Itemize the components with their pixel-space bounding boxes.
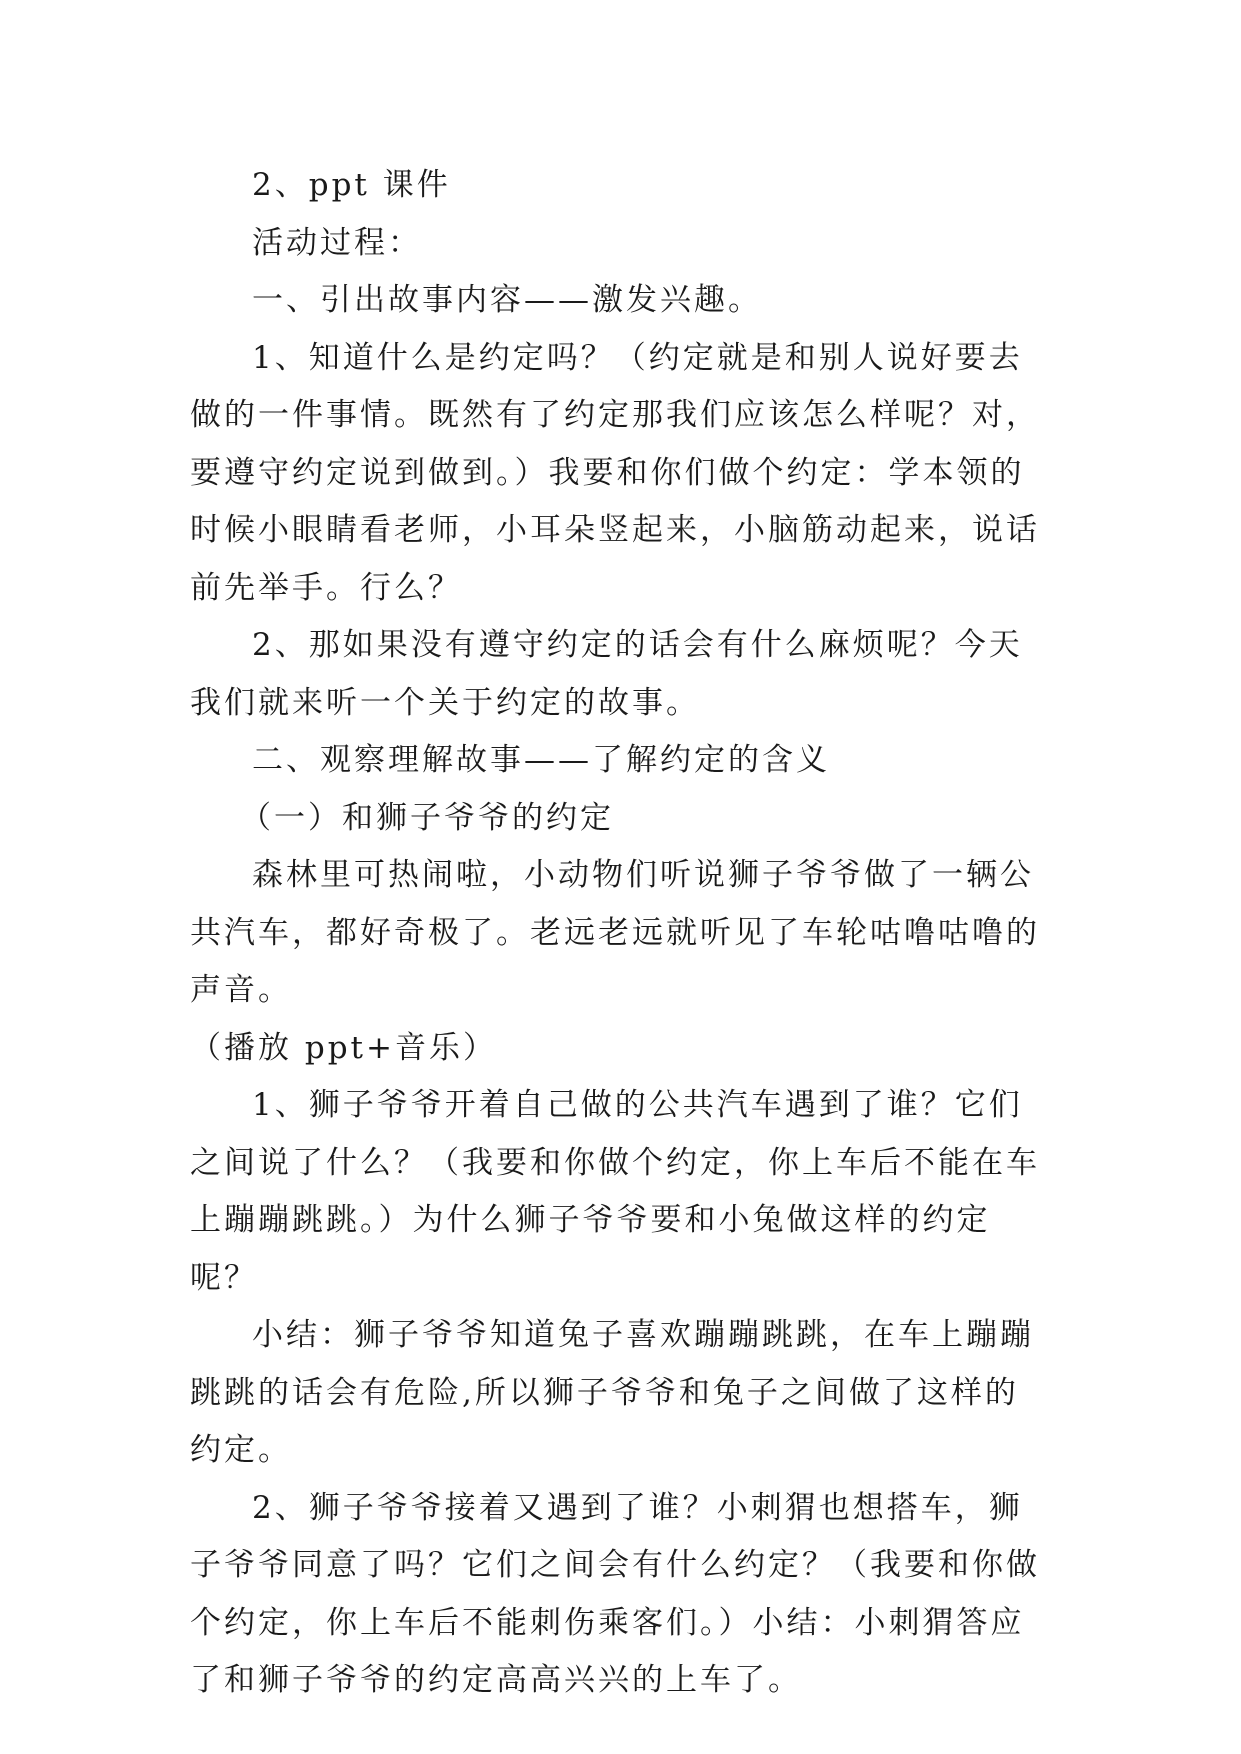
- paragraph-question-1: 1、狮子爷爷开着自己做的公共汽车遇到了谁？它们之间说了什么？（我要和你做个约定，你上车后不能在车上蹦蹦跳跳。）为什么狮子爷爷要和小兔做这样的约定呢？: [190, 1087, 1040, 1296]
- paragraph-process-heading: 活动过程：: [252, 224, 422, 261]
- subsection-heading-1: （一）和狮子爷爷的约定: [240, 799, 614, 836]
- paragraph-story: 森林里可热闹啦，小动物们听说狮子爷爷做了一辆公共汽车，都好奇极了。老远老远就听见了车轮咕噜咕噜的声音。: [190, 857, 1040, 1008]
- paragraph-play-note: （播放 ppt+音乐）: [190, 1029, 497, 1066]
- paragraph-materials: 2、ppt 课件: [252, 167, 451, 203]
- section-heading-1: 一、引出故事内容——激发兴趣。: [252, 282, 762, 318]
- paragraph-step-2: 2、那如果没有遵守约定的话会有什么麻烦呢？今天我们就来听一个关于约定的故事。: [190, 627, 1023, 721]
- paragraph-question-2: 2、狮子爷爷接着又遇到了谁？小刺猬也想搭车，狮子爷爷同意了吗？它们之间会有什么约定？（我要和你做个约定，你上车后不能刺伤乘客们。）小结：小刺猬答应了和狮子爷爷的约定高高兴兴的上车了。: [190, 1489, 1040, 1698]
- section-heading-2: 二、观察理解故事——了解约定的含义: [252, 742, 830, 778]
- paragraph-summary-1: 小结：狮子爷爷知道兔子喜欢蹦蹦跳跳，在车上蹦蹦跳跳的话会有危险,所以狮子爷爷和兔子之间做了这样的约定。: [190, 1317, 1034, 1468]
- document-body: [190, 157, 1050, 1710]
- paragraph-step-1: 1、知道什么是约定吗？（约定就是和别人说好要去做的一件事情。既然有了约定那我们应该怎么样呢？对，要遵守约定说到做到。）我要和你们做个约定：学本领的时候小眼睛看老师，小耳朵竖起来，小脑筋动起来，说话前先举手。行么？: [190, 339, 1040, 606]
